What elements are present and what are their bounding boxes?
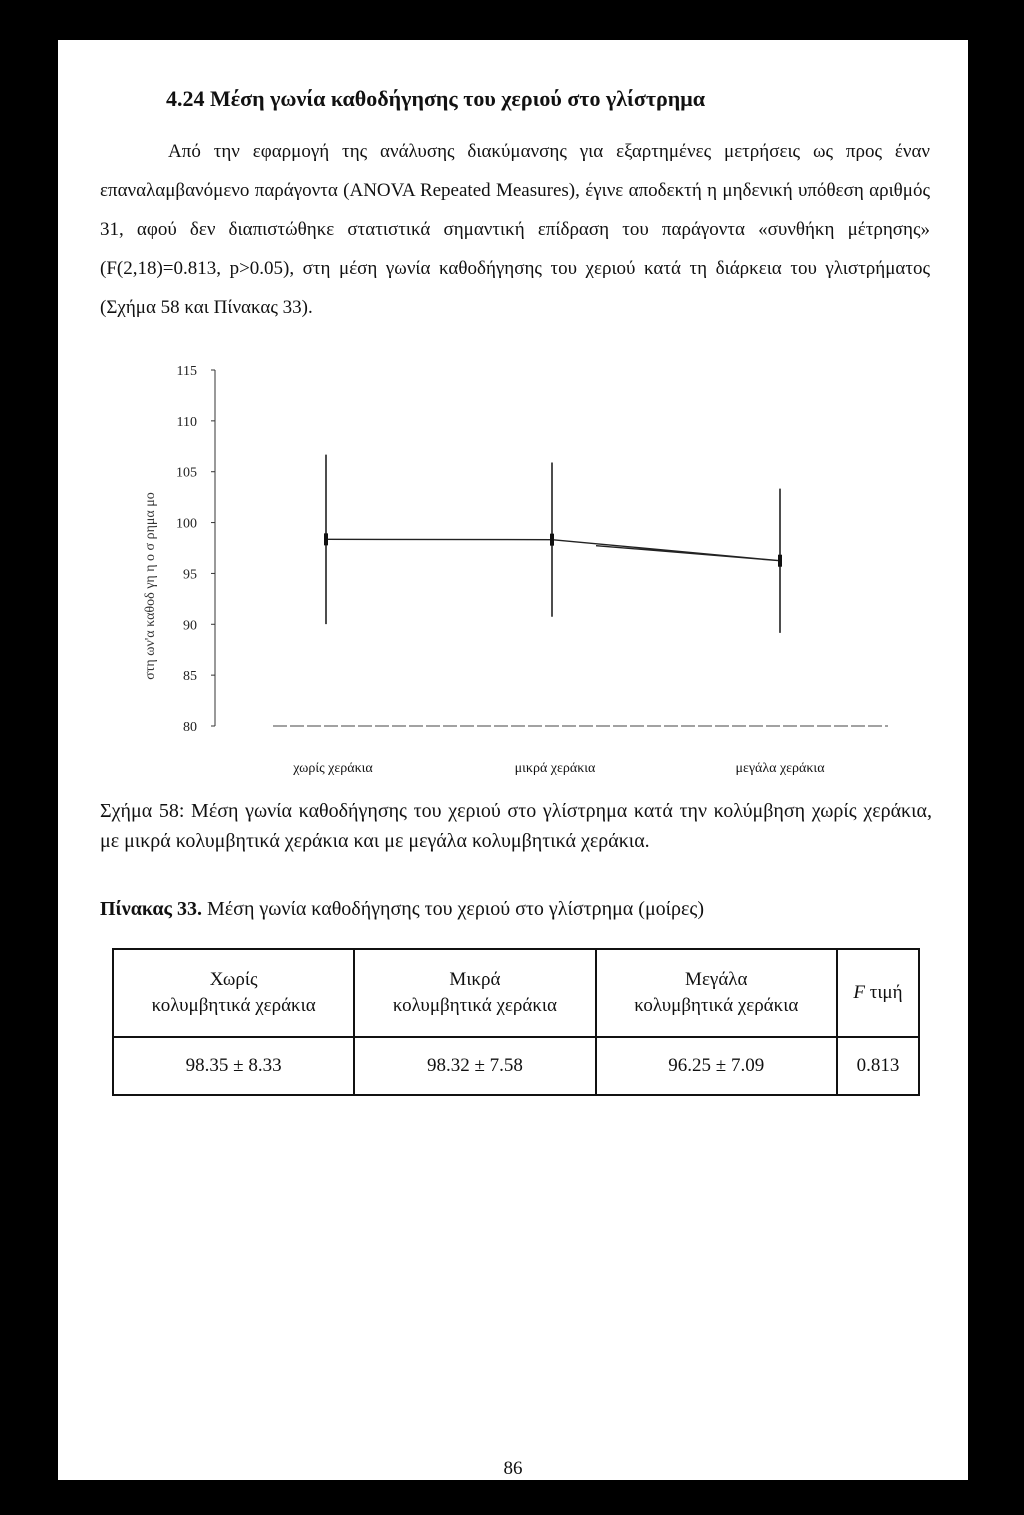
x-category-label: μικρά χεράκια	[514, 761, 596, 776]
y-tick-label: 105	[176, 465, 197, 481]
body-paragraph	[100, 132, 930, 327]
page-number: 86	[503, 1458, 523, 1479]
y-axis	[143, 364, 215, 735]
value-cell-no-paddles: 98.35 ± 8.33	[113, 1037, 354, 1095]
chart-marks	[273, 455, 888, 726]
paragraph-text: Από την εφαρμογή της ανάλυσης διακύμανσης για εξαρτημένες μετρήσεις ως προς έναν επαναλαμβανόμενο παράγοντα (ANOVA Repeated Measures), έγινε αποδεκτή η μηδενική υπόθεση αριθμός 31, αφού δεν διαπιστώθηκε στατιστικά σημαντική επίδραση του παράγοντα «συνθήκη μέτρησης» (F(2,18)=0.813, p>0.05), στη μέση γωνία καθοδήγησης του χεριού κατά τη διάρκεια του γλιστρήματος (Σχήμα 58 και Πίνακας 33).	[100, 141, 930, 318]
y-axis-title: στη ων'α καθοδ γη η ο σ ρημα μο	[143, 492, 158, 680]
x-axis-labels	[292, 761, 825, 776]
x-category-label: μεγάλα χεράκια	[735, 761, 825, 776]
y-tick-label: 90	[183, 618, 197, 634]
mean-point	[324, 533, 328, 545]
y-tick-label: 85	[183, 669, 197, 685]
header-cell-small-paddles: Μικρά κολυμβητικά χεράκια	[354, 949, 595, 1037]
results-table	[112, 948, 920, 1096]
section-heading: 4.24 Μέση γωνία καθοδήγησης του χεριού στο γλίστρημα	[166, 86, 705, 111]
mean-point	[778, 555, 782, 567]
value-cell-f-value: 0.813	[837, 1037, 919, 1095]
value-cell-large-paddles: 96.25 ± 7.09	[596, 1037, 837, 1095]
table-title-text: Μέση γωνία καθοδήγησης του χεριού στο γλίστρημα (μοίρες)	[201, 898, 705, 920]
figure-58-chart	[58, 350, 968, 790]
table-title-label: Πίνακας 33.	[100, 898, 202, 920]
y-tick-label: 115	[176, 364, 197, 379]
document-page	[58, 40, 968, 1480]
mean-point	[550, 534, 554, 546]
x-category-label: χωρίς χεράκια	[293, 761, 373, 776]
header-cell-no-paddles: Χωρίς κολυμβητικά χεράκια	[113, 949, 354, 1037]
chart-svg	[58, 350, 968, 790]
y-tick-label: 95	[183, 567, 197, 583]
y-tick-label: 80	[183, 720, 197, 735]
y-tick-label: 100	[176, 516, 197, 532]
table-row	[113, 1037, 919, 1095]
y-tick-label: 110	[176, 414, 197, 430]
figure-caption: Σχήμα 58: Μέση γωνία καθοδήγησης του χεριού στο γλίστρημα κατά την κολύμβηση χωρίς χεράκια, με μικρά κολυμβητικά χεράκια και με μεγάλα κολυμβητικά χεράκια.	[100, 800, 932, 852]
value-cell-small-paddles: 98.32 ± 7.58	[354, 1037, 595, 1095]
header-cell-f-value: F τιμή	[837, 949, 919, 1037]
header-cell-large-paddles: Μεγάλα κολυμβητικά χεράκια	[596, 949, 837, 1037]
table-header-row	[113, 949, 919, 1037]
table-title	[100, 898, 704, 921]
